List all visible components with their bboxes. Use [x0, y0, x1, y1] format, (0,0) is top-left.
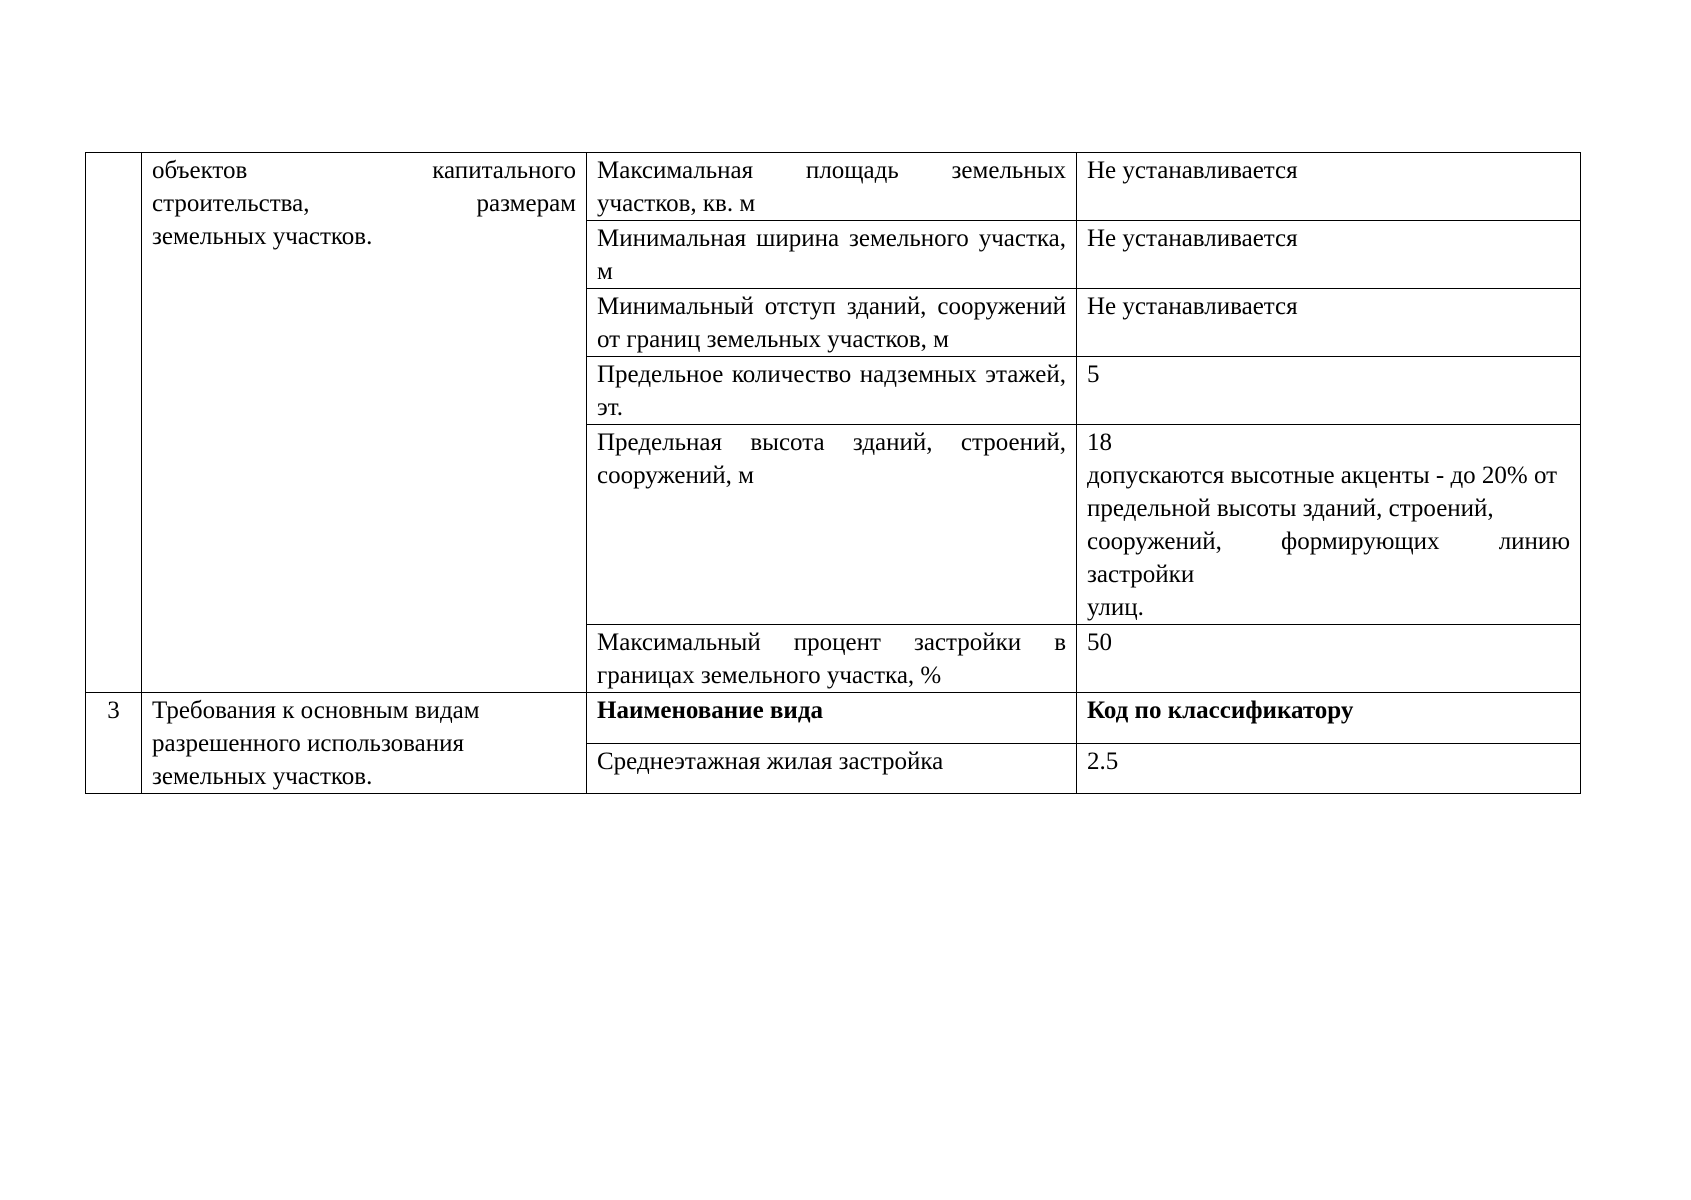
use-code-cell: 2.5	[1077, 743, 1581, 794]
header-name-cell: Наименование вида	[587, 693, 1077, 744]
header-code-cell: Код по классификатору	[1077, 693, 1581, 744]
use-name-cell: Среднеэтажная жилая застройка	[587, 743, 1077, 794]
parameter-cell: Максимальная площадь земельных участков, кв. м	[587, 153, 1077, 221]
requirement-text-line: разрешенного использования	[152, 730, 465, 757]
value-cell: 50	[1077, 625, 1581, 693]
parameter-cell: Предельное количество надземных этажей, эт.	[587, 357, 1077, 425]
parameter-cell: Предельная высота зданий, строений, сооружений, м	[587, 425, 1077, 625]
value-line: предельной высоты зданий, строений,	[1087, 495, 1494, 522]
requirement-cell	[142, 153, 587, 693]
value-cell	[1077, 425, 1581, 625]
value-line: улиц.	[1087, 594, 1144, 621]
table-row	[86, 693, 1581, 744]
value-cell: 5	[1077, 357, 1581, 425]
requirement-cell	[142, 693, 587, 794]
parameter-cell: Минимальная ширина земельного участка, м	[587, 221, 1077, 289]
requirement-text-line: земельных участков.	[152, 223, 373, 250]
table-row	[86, 153, 1581, 221]
requirement-text-line: земельных участков.	[152, 763, 373, 790]
value-line: сооружений, формирующих линию застройки	[1087, 528, 1570, 588]
value-line: допускаются высотные акценты - до 20% от	[1087, 462, 1558, 489]
row-number-cell	[86, 153, 142, 693]
requirement-text-line: объектов капитального	[152, 157, 576, 184]
requirement-text-line: Требования к основным видам	[152, 697, 480, 724]
parameter-cell: Минимальный отступ зданий, сооружений от границ земельных участков, м	[587, 289, 1077, 357]
value-cell: Не устанавливается	[1077, 153, 1581, 221]
value-cell: Не устанавливается	[1077, 289, 1581, 357]
row-number-cell: 3	[86, 693, 142, 794]
value-cell: Не устанавливается	[1077, 221, 1581, 289]
parameter-cell: Максимальный процент застройки в границах земельного участка, %	[587, 625, 1077, 693]
regulations-table	[85, 152, 1581, 794]
value-line: 18	[1087, 429, 1112, 456]
requirement-text-line: строительства, размерам	[152, 190, 576, 217]
